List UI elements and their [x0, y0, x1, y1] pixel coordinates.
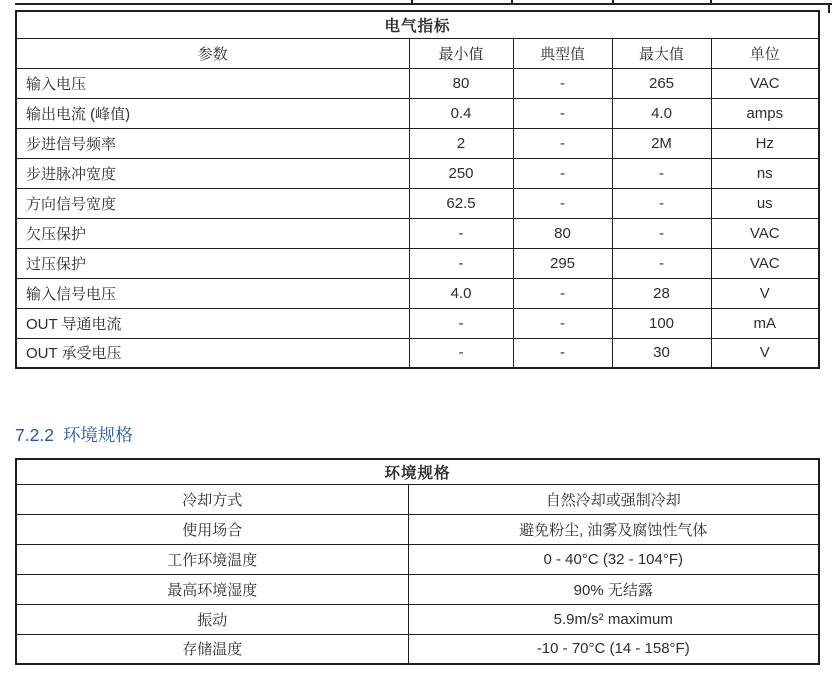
- param-cell: 存储温度: [16, 634, 408, 664]
- value-cell: -: [409, 218, 513, 248]
- param-cell: 使用场合: [16, 514, 408, 544]
- value-cell: 30: [612, 338, 711, 368]
- section-title: 环境规格: [62, 425, 133, 445]
- table-row: [16, 128, 819, 158]
- param-cell: 欠压保护: [16, 218, 409, 248]
- page-crop-table-remnant-edge: [828, 4, 830, 13]
- environment-table-title: 环境规格: [16, 459, 819, 484]
- value-cell: -: [513, 68, 612, 98]
- table-row: [16, 68, 819, 98]
- table-row: [16, 604, 819, 634]
- column-header: 最小值: [409, 38, 513, 68]
- value-cell: mA: [711, 308, 819, 338]
- param-cell: 振动: [16, 604, 408, 634]
- param-cell: OUT 导通电流: [16, 308, 409, 338]
- value-cell: 90% 无结露: [408, 574, 819, 604]
- value-cell: VAC: [711, 68, 819, 98]
- table-row: [16, 634, 819, 664]
- table-row: [16, 338, 819, 368]
- param-cell: 过压保护: [16, 248, 409, 278]
- value-cell: 62.5: [409, 188, 513, 218]
- param-cell: 输入电压: [16, 68, 409, 98]
- value-cell: 28: [612, 278, 711, 308]
- page-crop-table-remnant-tick: [411, 0, 413, 3]
- table-row: [16, 158, 819, 188]
- page-crop-table-remnant-tick: [511, 0, 513, 3]
- table-row: [16, 484, 819, 514]
- column-header: 单位: [711, 38, 819, 68]
- table-row: [16, 308, 819, 338]
- value-cell: -: [612, 248, 711, 278]
- param-cell: 方向信号宽度: [16, 188, 409, 218]
- page-crop-table-remnant-tick: [710, 0, 712, 3]
- electrical-specs-body: [16, 11, 819, 368]
- value-cell: 0.4: [409, 98, 513, 128]
- param-cell: 步进信号频率: [16, 128, 409, 158]
- environment-specs-table: [15, 458, 820, 665]
- table-title-row: [16, 11, 819, 38]
- value-cell: -: [513, 278, 612, 308]
- value-cell: VAC: [711, 218, 819, 248]
- value-cell: -: [612, 218, 711, 248]
- value-cell: -: [409, 248, 513, 278]
- value-cell: 2: [409, 128, 513, 158]
- value-cell: -: [612, 158, 711, 188]
- value-cell: ns: [711, 158, 819, 188]
- value-cell: 2M: [612, 128, 711, 158]
- section-heading: [15, 422, 133, 447]
- value-cell: -: [409, 308, 513, 338]
- column-header: 最大值: [612, 38, 711, 68]
- value-cell: -: [612, 188, 711, 218]
- table-row: [16, 278, 819, 308]
- param-cell: OUT 承受电压: [16, 338, 409, 368]
- value-cell: -: [513, 308, 612, 338]
- value-cell: V: [711, 338, 819, 368]
- value-cell: -10 - 70°C (14 - 158°F): [408, 634, 819, 664]
- value-cell: -: [513, 128, 612, 158]
- param-cell: 冷却方式: [16, 484, 408, 514]
- value-cell: -: [513, 338, 612, 368]
- param-cell: 输入信号电压: [16, 278, 409, 308]
- value-cell: 295: [513, 248, 612, 278]
- table-row: [16, 544, 819, 574]
- value-cell: 80: [409, 68, 513, 98]
- header-row: [16, 38, 819, 68]
- param-cell: 工作环境温度: [16, 544, 408, 574]
- column-header: 参数: [16, 38, 409, 68]
- section-number: 7.2.2: [15, 425, 54, 445]
- value-cell: 5.9m/s² maximum: [408, 604, 819, 634]
- value-cell: 避免粉尘, 油雾及腐蚀性气体: [408, 514, 819, 544]
- value-cell: 80: [513, 218, 612, 248]
- value-cell: VAC: [711, 248, 819, 278]
- value-cell: 4.0: [612, 98, 711, 128]
- value-cell: 250: [409, 158, 513, 188]
- column-header: 典型值: [513, 38, 612, 68]
- value-cell: V: [711, 278, 819, 308]
- value-cell: 4.0: [409, 278, 513, 308]
- table-row: [16, 248, 819, 278]
- page-crop-table-remnant-tick: [612, 0, 614, 3]
- param-cell: 最高环境湿度: [16, 574, 408, 604]
- param-cell: 输出电流 (峰值): [16, 98, 409, 128]
- table-row: [16, 218, 819, 248]
- value-cell: -: [513, 188, 612, 218]
- electrical-specs-table: [15, 10, 820, 369]
- value-cell: -: [513, 158, 612, 188]
- value-cell: -: [513, 98, 612, 128]
- value-cell: amps: [711, 98, 819, 128]
- table-row: [16, 98, 819, 128]
- value-cell: 自然冷却或强制冷却: [408, 484, 819, 514]
- table-title-row: [16, 459, 819, 484]
- page-crop-table-remnant-line: [15, 3, 832, 5]
- value-cell: us: [711, 188, 819, 218]
- value-cell: 0 - 40°C (32 - 104°F): [408, 544, 819, 574]
- electrical-table-title: 电气指标: [16, 11, 819, 38]
- value-cell: 100: [612, 308, 711, 338]
- value-cell: 265: [612, 68, 711, 98]
- environment-specs-body: [16, 459, 819, 664]
- value-cell: -: [409, 338, 513, 368]
- table-row: [16, 574, 819, 604]
- table-row: [16, 188, 819, 218]
- table-row: [16, 514, 819, 544]
- param-cell: 步进脉冲宽度: [16, 158, 409, 188]
- value-cell: Hz: [711, 128, 819, 158]
